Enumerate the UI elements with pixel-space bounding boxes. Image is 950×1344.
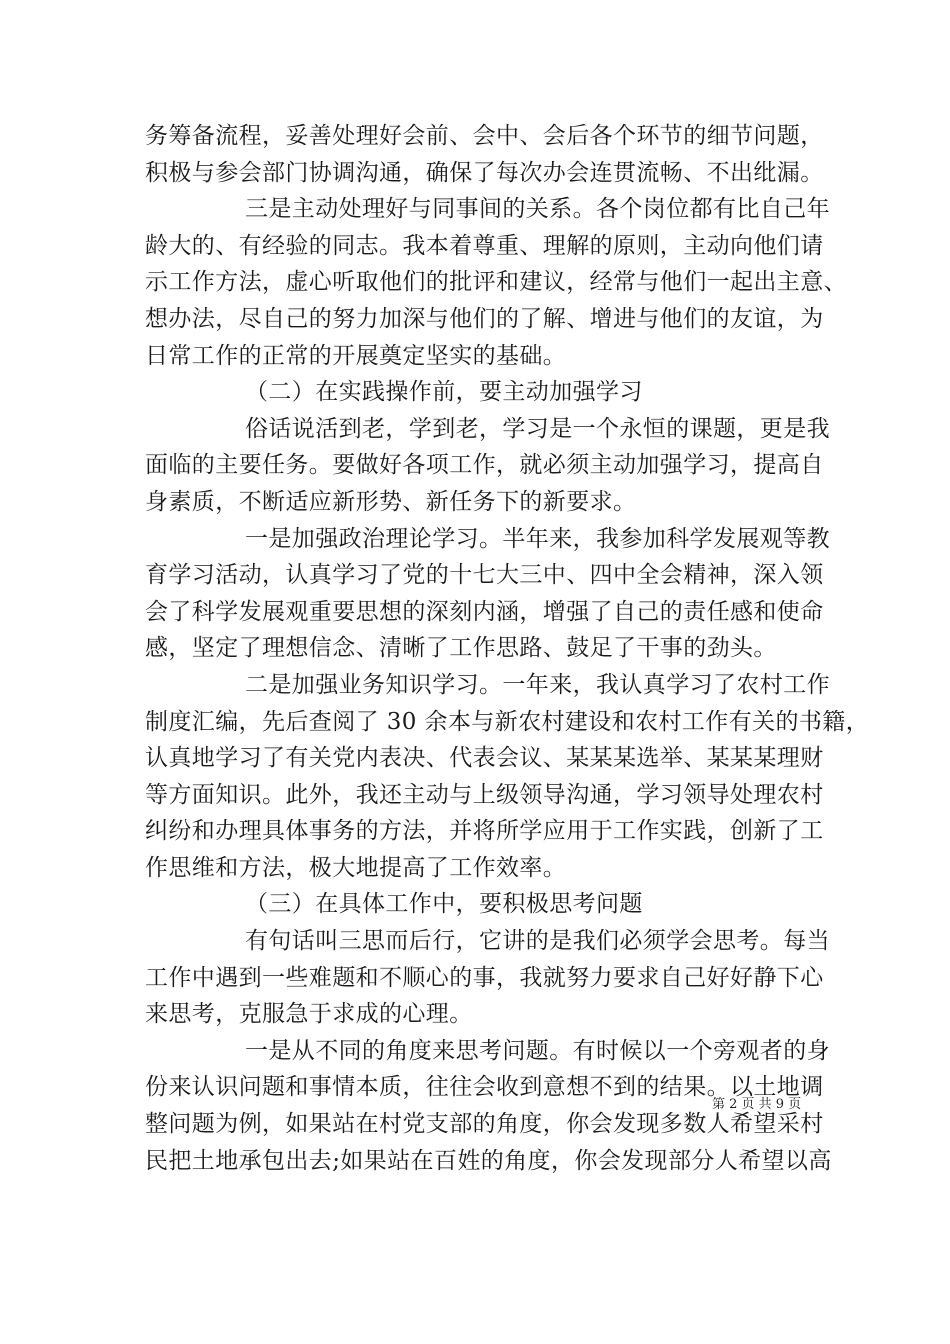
text-line-25: 来思考，克服急于求成的心理。 [145, 1001, 473, 1028]
text-line-13: 育学习活动，认真学习了党的十七大三中、四中全会精神，深入领 [145, 562, 824, 589]
text-line-9: 俗话说活到老，学到老，学习是一个永恒的课题，更是我 [245, 415, 830, 442]
text-line-24: 工作中遇到一些难题和不顺心的事，我就努力要求自己好好静下心 [145, 964, 824, 991]
text-line-3: 三是主动处理好与同事间的关系。各个岗位都有比自己年 [245, 196, 830, 223]
text-line-27: 份来认识问题和事情本质，往往会收到意想不到的结果。以土地调 [145, 1074, 824, 1101]
text-line-14: 会了科学发展观重要思想的深刻内涵，增强了自己的责任感和使命 [145, 598, 824, 625]
text-line-28: 整问题为例，如果站在村党支部的角度，你会发现多数人希望采村 [145, 1111, 824, 1138]
text-line-17: 制度汇编，先后查阅了 30 余本与新农村建设和农村工作有关的书籍， [145, 708, 870, 735]
text-line-20: 纠纷和办理具体事务的方法，并将所学应用于工作实践，创新了工 [145, 818, 824, 845]
text-line-2: 积极与参会部门协调沟通，确保了每次办会连贯流畅、不出纰漏。 [145, 159, 824, 186]
text-line-29: 民把土地承包出去;如果站在百姓的角度，你会发现部分人希望以高 [145, 1147, 832, 1174]
text-line-11: 身素质，不断适应新形势、新任务下的新要求。 [145, 488, 637, 515]
text-line-21: 作思维和方法，极大地提高了工作效率。 [145, 854, 567, 881]
document-body [145, 118, 870, 1179]
text-line-26: 一是从不同的角度来思考问题。有时候以一个旁观者的身 [245, 1037, 830, 1064]
text-line-16: 二是加强业务知识学习。一年来，我认真学习了农村工作 [245, 671, 830, 698]
text-line-23: 有句话叫三思而后行，它讲的是我们必须学会思考。每当 [245, 928, 830, 955]
text-line-18: 认真地学习了有关党内表决、代表会议、某某某选举、某某某理财 [145, 745, 824, 772]
text-line-5: 示工作方法，虚心听取他们的批评和建议，经常与他们一起出主意、 [145, 269, 847, 296]
page-number: 第 2 页 共 9 页 [712, 1097, 802, 1112]
section-heading-3: （三）在具体工作中，要积极思考问题 [245, 891, 643, 918]
text-line-1: 务筹备流程，妥善处理好会前、会中、会后各个环节的细节问题， [145, 123, 824, 149]
text-line-7: 日常工作的正常的开展奠定坚实的基础。 [145, 342, 567, 369]
section-heading-2: （二）在实践操作前，要主动加强学习 [245, 379, 643, 406]
text-line-6: 想办法，尽自己的努力加深与他们的了解、增进与他们的友谊，为 [145, 305, 824, 332]
text-line-12: 一是加强政治理论学习。半年来，我参加科学发展观等教 [245, 525, 830, 552]
text-line-19: 等方面知识。此外，我还主动与上级领导沟通，学习领导处理农村 [145, 781, 824, 808]
text-line-4: 龄大的、有经验的同志。我本着尊重、理解的原则，主动向他们请 [145, 232, 824, 259]
text-line-10: 面临的主要任务。要做好各项工作，就必须主动加强学习，提高自 [145, 452, 824, 479]
text-line-15: 感，坚定了理想信念、清晰了工作思路、鼓足了干事的劲头。 [145, 635, 777, 662]
